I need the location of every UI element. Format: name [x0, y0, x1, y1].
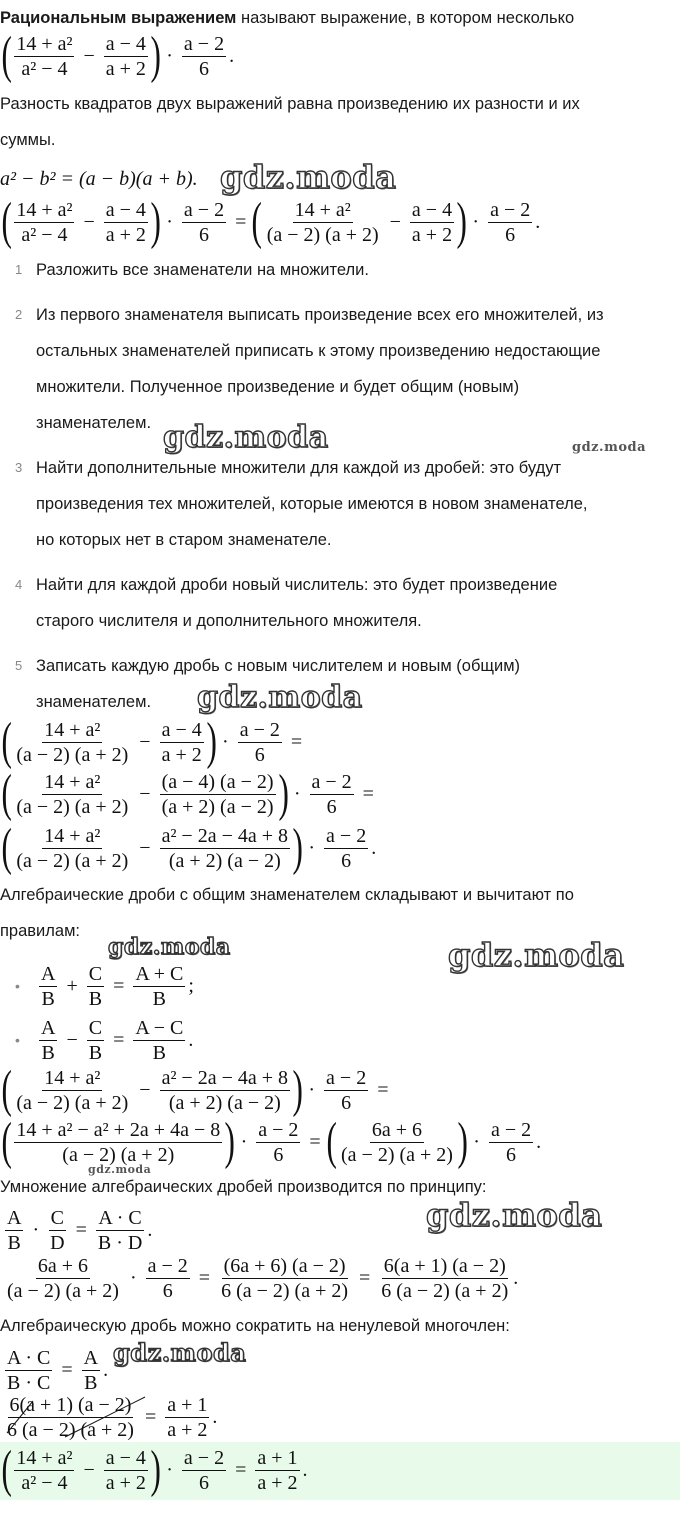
- mult-text: Умножение алгебраических дробей производится по принципу:: [0, 1178, 487, 1196]
- watermark: gdz.moda: [197, 680, 363, 715]
- step-3-line-2: произведения тех множителей, которые имеются в новом знаменателе,: [36, 495, 588, 513]
- rule-mult: $\frac{A}{B}$ · $\frac{C}{D}$ = $\frac{A \cdot C}{B \cdot D}$ .: [7, 1207, 153, 1254]
- intro-rest: называют выражение, в котором несколько: [240, 9, 575, 27]
- step-5-line-2: знаменателем.: [36, 693, 152, 711]
- watermark: gdz.moda: [426, 1196, 603, 1234]
- reduced-line: $\frac{6(a + 1) (a - 2)}{6 (a - 2) (a + 2)}$ = $\frac{a + 1}{a + 2}$ .: [7, 1394, 218, 1441]
- intro-bold: Рациональным выражением: [0, 9, 237, 27]
- final-answer: ( $\frac{\text{14 + a²}}{\text{a² − 4}}$ − $\frac{a - 4}{a + 2}$ ) · $\frac{a - 2}{6}$ = $\frac{a + 1}{a + 2}$ .: [1, 1441, 308, 1498]
- watermark-small: gdz.moda: [88, 1163, 152, 1176]
- chain-line-1: ( $\frac{\text{14 + a²}}{(a - 2) (a + 2)}$ − $\frac{a - 4}{a + 2}$ ) · $\frac{a - 2}{6}$ =: [1, 713, 303, 770]
- product-line: $\frac{6a + 6}{(a - 2) (a + 2)}$ · $\frac{a - 2}{6}$ = $\frac{(6a + 6) (a - 2)}{6 (a - 2) (a + 2)}$ = $\frac{6(a + 1) (a - 2)}{6 (a - 2) (a + 2)}$ .: [7, 1255, 519, 1302]
- step-5-line-1: Записать каждую дробь с новым числителем и новым (общим): [36, 657, 521, 675]
- step-3-line-1: Найти дополнительные множители для каждой из дробей: это будут: [36, 459, 562, 477]
- step-1-line-1: Разложить все знаменатели на множители.: [36, 261, 369, 279]
- alg-text-2: правилам:: [0, 922, 81, 940]
- watermark: gdz.moda: [163, 420, 329, 455]
- bullet-icon: •: [15, 978, 20, 994]
- step-2-line-4: знаменателем.: [36, 414, 152, 432]
- step-2-line-2: остальных знаменателей приписать к этому произведению недостающие: [36, 342, 601, 360]
- watermark: gdz.moda: [220, 158, 397, 196]
- step-4-line-2: старого числителя и дополнительного множителя.: [36, 612, 422, 630]
- step-2-number: 2: [15, 307, 23, 322]
- expression-factored: ( $\frac{\text{14 + a²}}{\text{a² − 4}}$ − $\frac{a - 4}{a + 2}$ ) · $\frac{a - 2}{6}$ = ( $\frac{\text{14 + a²}}{(a - 2) (a + 2)}$ − $\frac{a - 4}{a + 2}$ ) · $\frac{a - 2}{6}$ .: [1, 193, 541, 250]
- step-3-number: 3: [15, 460, 23, 475]
- diff-sq-text-1: Разность квадратов двух выражений равна произведению их разности и их: [0, 95, 580, 113]
- strike-icon: [5, 1393, 155, 1441]
- bullet-icon: •: [15, 1032, 20, 1048]
- combined-line-2: ( $\frac{\text{14 + a² − a² + 2a + 4a − 8}}{(a - 2) (a + 2)}$ ) · $\frac{a - 2}{6}$ = ( $\frac{6a + 6}{(a - 2) (a + 2)}$ ) · $\frac{a - 2}{6}$ .: [1, 1113, 542, 1170]
- step-2-line-3: множители. Полученное произведение и будет общим (новым): [36, 378, 520, 396]
- diff-sq-text-2: суммы.: [0, 131, 56, 149]
- watermark: gdz.moda: [108, 934, 231, 960]
- step-4-line-1: Найти для каждой дроби новый числитель: это будет произведение: [36, 576, 558, 594]
- rule-add: $\frac{A}{B}$ + $\frac{C}{B}$ = $\frac{A + C}{B}$ ;: [41, 963, 194, 1010]
- watermark-small: gdz.moda: [572, 440, 647, 455]
- step-2-line-1: Из первого знаменателя выписать произведение всех его множителей, из: [36, 306, 604, 324]
- diff-sq-formula: a² − b² = (a − b)(a + b).: [0, 168, 198, 190]
- main-expression: ( $\frac{\text{14 + a²}}{\text{a² − 4}}$ − $\frac{a - 4}{a + 2}$ ) · $\frac{a - 2}{6}$ .: [1, 27, 235, 84]
- step-5-number: 5: [15, 658, 23, 673]
- chain-line-3: ( $\frac{\text{14 + a²}}{(a - 2) (a + 2)}$ − $\frac{\text{a² − 2a − 4a + 8}}{(a + 2) (a - 2)}$ ) · $\frac{a - 2}{6}$ .: [1, 819, 377, 876]
- alg-text-1: Алгебраические дроби с общим знаменателем складывают и вычитают по: [0, 886, 574, 904]
- chain-line-2: ( $\frac{\text{14 + a²}}{(a - 2) (a + 2)}$ − $\frac{(a - 4) (a - 2)}{(a + 2) (a - 2)}$ ) · $\frac{a - 2}{6}$ =: [1, 765, 374, 822]
- watermark: gdz.moda: [113, 1338, 247, 1367]
- intro-line: [0, 8, 574, 28]
- combined-line-1: ( $\frac{\text{14 + a²}}{(a - 2) (a + 2)}$ − $\frac{\text{a² − 2a − 4a + 8}}{(a + 2) (a - 2)}$ ) · $\frac{a - 2}{6}$ =: [1, 1061, 389, 1118]
- reduce-text: Алгебраическую дробь можно сократить на ненулевой многочлен:: [0, 1317, 510, 1335]
- step-1-number: 1: [15, 262, 23, 277]
- step-3-line-3: но которых нет в старом знаменателе.: [36, 531, 332, 549]
- watermark: gdz.moda: [448, 936, 625, 974]
- rule-reduce: $\frac{A \cdot C}{B \cdot C}$ = $\frac{A}{B}$ .: [7, 1347, 109, 1394]
- rule-sub: $\frac{A}{B}$ − $\frac{C}{B}$ = $\frac{A - C}{B}$ .: [41, 1017, 194, 1064]
- step-4-number: 4: [15, 577, 23, 592]
